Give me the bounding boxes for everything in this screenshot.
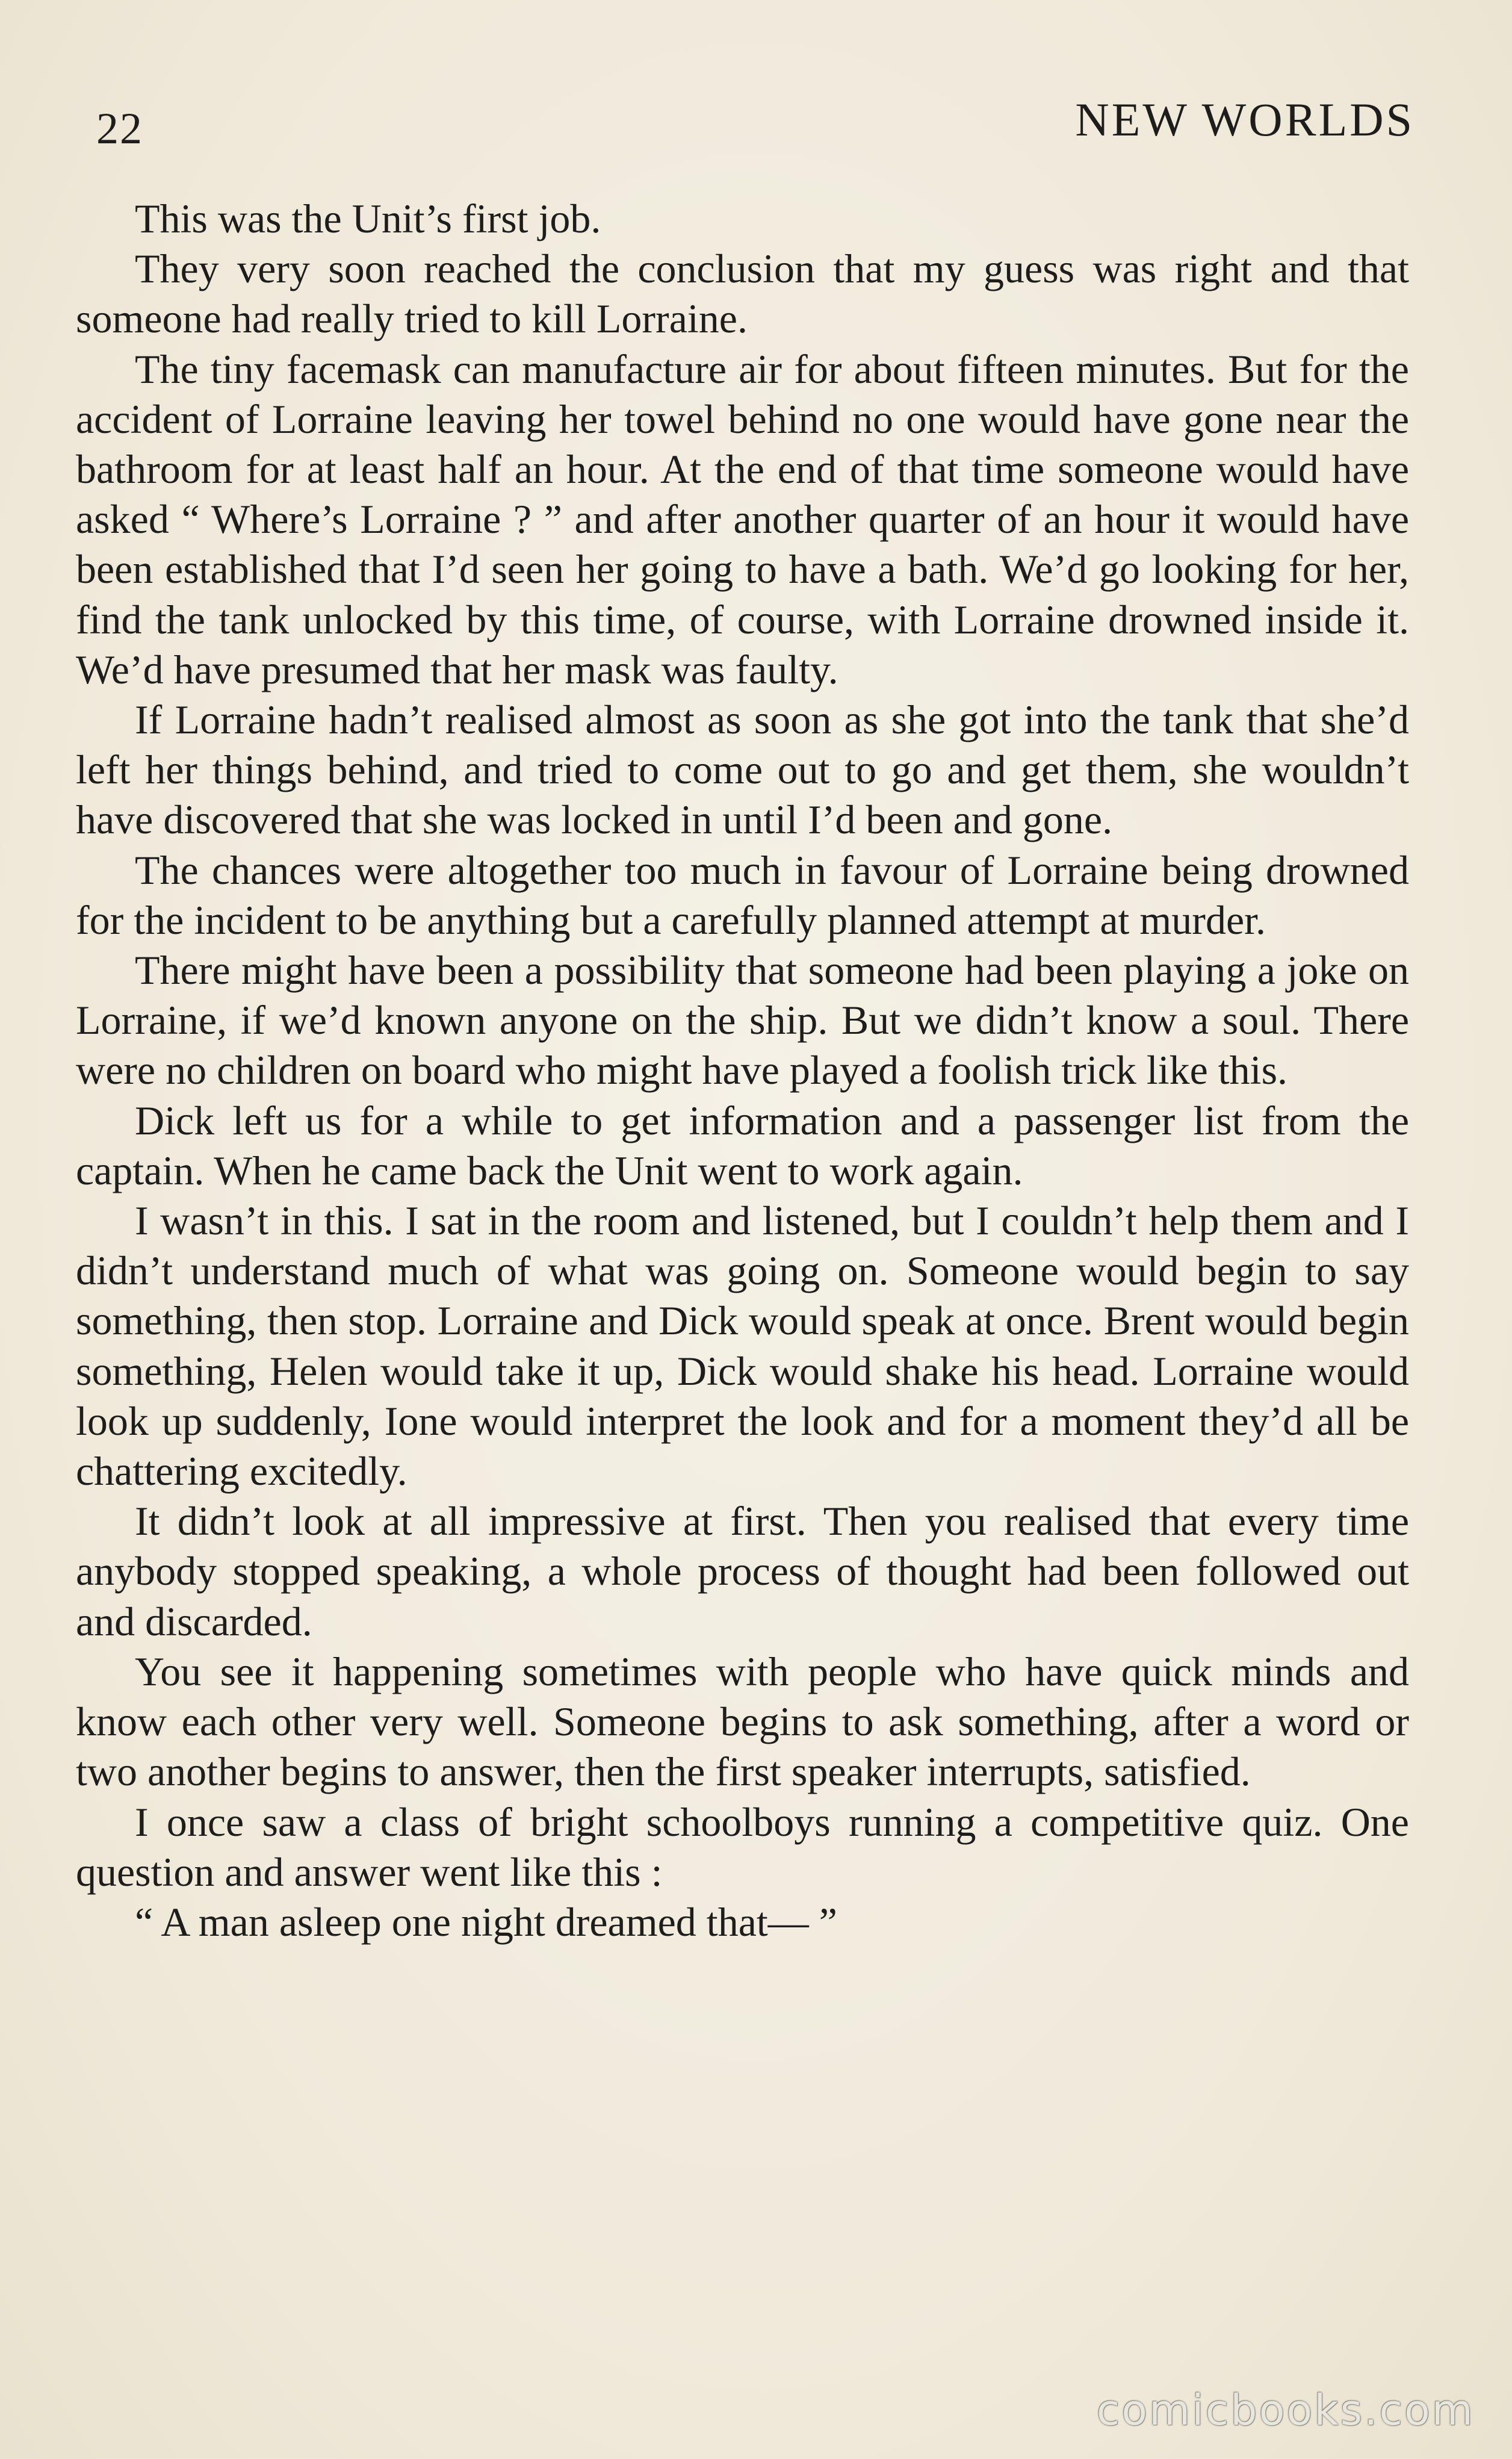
page-number: 22: [96, 104, 143, 154]
watermark: comicbooks.com: [1096, 2386, 1475, 2435]
paragraph: This was the Unit’s first job.: [135, 196, 601, 241]
paragraph: I wasn’t in this. I sat in the room and listened, but I couldn’t help them and I didn’t understand much of what was going on. Someone would begin to say something, then stop. Lorraine and Dick would speak at once. Brent would begin something, Helen would take it up, Dick would shake his head. Lorraine would look up suddenly, Ione would interpret the look and for a moment they’d all be chattering excitedly.: [76, 1198, 1409, 1494]
paragraph: If Lorraine hadn’t realised almost as soon as she got into the tank that she’d left her things behind, and tried to come out to go and get them, she wouldn’t have discovered that she was locked in until I’d been and gone.: [76, 697, 1409, 843]
paragraph: There might have been a possibility that someone had been playing a joke on Lorraine, if we’d known anyone on the ship. But we didn’t know a soul. There were no children on board who might have played a foolish trick like this.: [76, 947, 1409, 1093]
paragraph: I once saw a class of bright schoolboys running a competitive quiz. One question and answer went like this :: [76, 1798, 1409, 1895]
paragraph: The tiny facemask can manufacture air for about fifteen minutes. But for the accident of Lorraine leaving her towel behind no one would have gone near the bathroom for at least half an hour. At the end of that time someone would have asked “ Where’s Lorraine ? ” and after another quarter of an hour it would have been established that I’d seen her going to have a bath. We’d go looking for her, find the tank unlocked by this time, of course, with Lorraine drowned inside it. We’d have presumed that her mask was faulty.: [76, 346, 1409, 692]
paragraph: “ A man asleep one night dreamed that— ”: [135, 1898, 837, 1945]
body-text: [76, 194, 1409, 1947]
paragraph: It didn’t look at all impressive at first. Then you realised that every time anybody stopped speaking, a whole process of thought had been followed out and discarded.: [76, 1498, 1409, 1644]
page-header: [90, 90, 1414, 163]
running-title: NEW WORLDS: [1075, 93, 1414, 146]
paragraph: Dick left us for a while to get information and a passenger list from the captain. When he came back the Unit went to work again.: [76, 1097, 1409, 1193]
paragraph: You see it happening sometimes with people who have quick minds and know each other very well. Someone begins to ask something, after a word or two another begins to answer, then the first speaker interrupts, satisfied.: [76, 1648, 1409, 1795]
paragraph: They very soon reached the conclusion that my guess was right and that someone had really tried to kill Lorraine.: [76, 246, 1409, 342]
paragraph: The chances were altogether too much in favour of Lorraine being drowned for the incident to be anything but a carefully planned attempt at murder.: [76, 847, 1409, 943]
